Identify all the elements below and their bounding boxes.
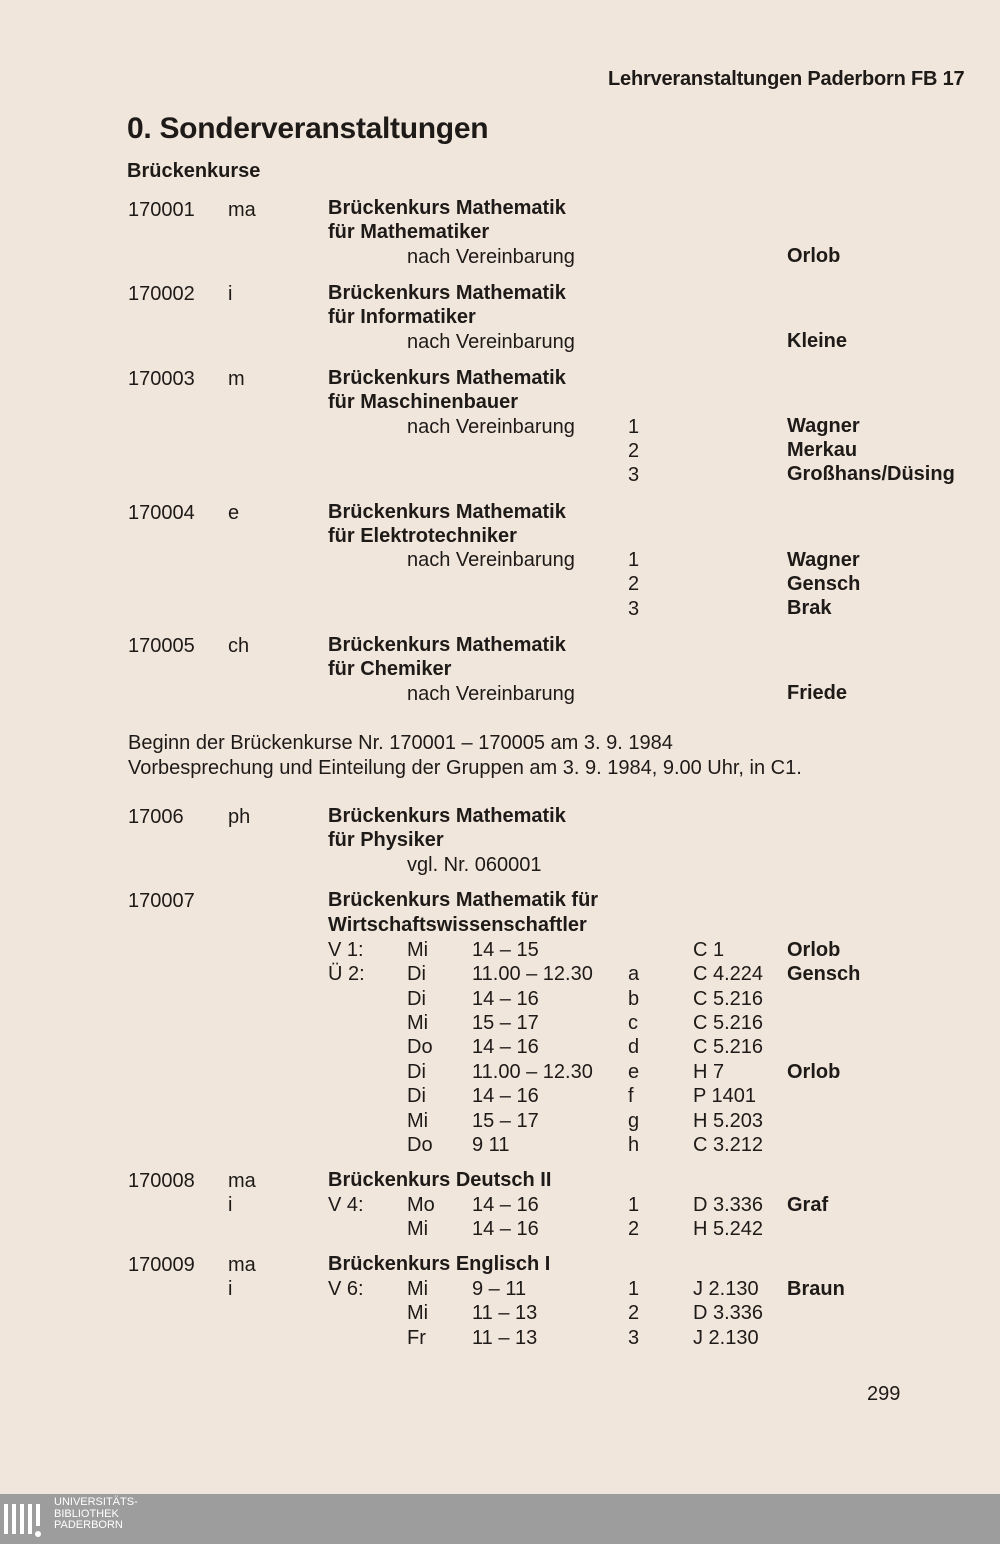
session-type: V 4: [328,1194,364,1216]
course-code: e [228,502,240,524]
time-slot: 11 – 13 [472,1326,538,1349]
course-title: für Mathematiker [328,221,490,243]
course-number: 170001 [128,199,195,221]
group-number: 3 [628,598,640,620]
lecturer: Merkau [787,439,858,461]
group-number: 1 [628,416,640,438]
room: C 5.216 [693,1036,764,1059]
room: J 2.130 [693,1278,759,1300]
weekday: Di [407,1060,426,1083]
course-code: ma [228,1170,256,1192]
time-slot: 11.00 – 12.30 [472,1060,593,1083]
course-note: vgl. Nr. 060001 [407,854,542,876]
time-slot: 14 – 16 [472,987,539,1010]
group-letter: f [628,1085,634,1108]
course-title: für Elektrotechniker [328,525,517,547]
group-letter: d [628,1036,640,1059]
time-slot: 11.00 – 12.30 [472,963,593,986]
time-slot: 14 – 15 [472,939,539,961]
group-number: 2 [628,440,640,462]
weekday: Mi [407,1012,429,1034]
lecturer: Gensch [787,963,861,986]
group-letter: 2 [628,1218,640,1241]
course-code: i [228,283,233,305]
library-name-line: UNIVERSITÄTS- [54,1496,138,1508]
course-title: für Physiker [328,829,444,851]
course-title: Brückenkurs Mathematik [328,367,566,389]
room: D 3.336 [693,1302,764,1325]
running-header: Lehrveranstaltungen Paderborn FB 17 [608,68,965,90]
lecturer: Gensch [787,573,861,595]
time-slot: 14 – 16 [472,1036,539,1059]
library-name [54,1497,138,1532]
course-code: ph [228,806,251,828]
session-type: V 6: [328,1278,364,1300]
time-slot: 9 11 [472,1133,510,1156]
course-title: Wirtschaftswissenschaftler [328,914,587,936]
library-footer [0,1494,1000,1544]
group-letter: 1 [628,1278,640,1300]
group-letter: 1 [628,1194,640,1216]
lecturer: Kleine [787,330,848,352]
room: H 7 [693,1060,725,1083]
course-title: Brückenkurs Deutsch II [328,1169,552,1191]
lecturer: Friede [787,682,848,704]
course-number: 17006 [128,806,184,828]
page-number: 299 [867,1383,901,1405]
group-number: 2 [628,573,640,595]
course-title: Brückenkurs Mathematik für [328,889,599,911]
course-title: für Informatiker [328,306,476,328]
weekday: Di [407,1085,426,1108]
course-title: Brückenkurs Mathematik [328,197,566,219]
room: H 5.242 [693,1218,764,1241]
room: C 5.216 [693,987,764,1010]
weekday: Mi [407,939,429,961]
course-code: i [228,1278,233,1300]
course-title: Brückenkurs Englisch I [328,1253,551,1275]
weekday: Fr [407,1326,426,1349]
room: C 5.216 [693,1012,764,1034]
group-letter: c [628,1012,638,1034]
weekday: Do [407,1036,433,1059]
time-slot: 15 – 17 [472,1109,539,1132]
group-letter: g [628,1109,640,1132]
lecturer: Brak [787,597,832,619]
course-title: Brückenkurs Mathematik [328,634,566,656]
course-number: 170005 [128,635,195,657]
course-title: Brückenkurs Mathematik [328,501,566,523]
course-code: i [228,1194,233,1216]
group-number: 1 [628,549,640,571]
lecturer: Wagner [787,549,860,571]
course-code: ma [228,1254,256,1276]
weekday: Mi [407,1109,429,1132]
course-title: für Chemiker [328,658,452,680]
course-note: nach Vereinbarung [407,549,575,571]
session-type: V 1: [328,939,364,961]
course-title: Brückenkurs Mathematik [328,282,566,304]
room: C 4.224 [693,963,764,986]
subsection-title: Brückenkurse [127,160,261,182]
time-slot: 14 – 16 [472,1085,539,1108]
course-note: nach Vereinbarung [407,331,575,353]
time-slot: 14 – 16 [472,1194,539,1216]
time-slot: 11 – 13 [472,1302,538,1325]
course-number: 170003 [128,368,195,390]
course-title: für Maschinenbauer [328,391,519,413]
lecturer: Wagner [787,415,860,437]
group-letter: 3 [628,1326,640,1349]
course-number: 170002 [128,283,195,305]
course-number: 170004 [128,502,195,524]
group-letter: e [628,1060,640,1083]
lecturer: Orlob [787,1060,841,1083]
weekday: Di [407,963,426,986]
time-slot: 9 – 11 [472,1278,527,1300]
course-number: 170008 [128,1170,195,1192]
group-letter: b [628,987,640,1010]
group-number: 3 [628,464,640,486]
lecturer: Orlob [787,245,841,267]
course-number: 170007 [128,890,195,912]
notice-line: Beginn der Brückenkurse Nr. 170001 – 170005 am 3. 9. 1984 [128,732,673,754]
weekday: Mi [407,1302,429,1325]
weekday: Mo [407,1194,435,1216]
library-name-line: PADERBORN [54,1519,123,1531]
notice-line: Vorbesprechung und Einteilung der Gruppen am 3. 9. 1984, 9.00 Uhr, in C1. [128,757,802,779]
section-title: 0. Sonderveranstaltungen [127,112,489,145]
group-letter: 2 [628,1302,640,1325]
weekday: Di [407,987,426,1010]
library-name-line: BIBLIOTHEK [54,1507,119,1520]
course-code: ch [228,635,250,657]
course-note: nach Vereinbarung [407,416,575,438]
library-logo-icon [3,1496,49,1542]
room: H 5.203 [693,1109,764,1132]
room: P 1401 [693,1085,757,1108]
weekday: Mi [407,1278,429,1300]
course-code: ma [228,199,256,221]
group-letter: h [628,1133,640,1156]
weekday: Do [407,1133,433,1156]
course-number: 170009 [128,1254,195,1276]
room: C 1 [693,939,725,961]
session-type: Ü 2: [328,963,365,986]
lecturer: Großhans/Düsing [787,463,955,485]
course-title: Brückenkurs Mathematik [328,805,566,827]
weekday: Mi [407,1218,429,1241]
group-letter: a [628,963,640,986]
room: D 3.336 [693,1194,764,1216]
course-code: m [228,368,245,390]
lecturer: Graf [787,1194,829,1216]
time-slot: 14 – 16 [472,1218,539,1241]
time-slot: 15 – 17 [472,1012,539,1034]
course-note: nach Vereinbarung [407,683,575,705]
room: J 2.130 [693,1326,759,1349]
lecturer: Orlob [787,939,841,961]
course-note: nach Vereinbarung [407,246,575,268]
room: C 3.212 [693,1133,764,1156]
lecturer: Braun [787,1278,845,1300]
